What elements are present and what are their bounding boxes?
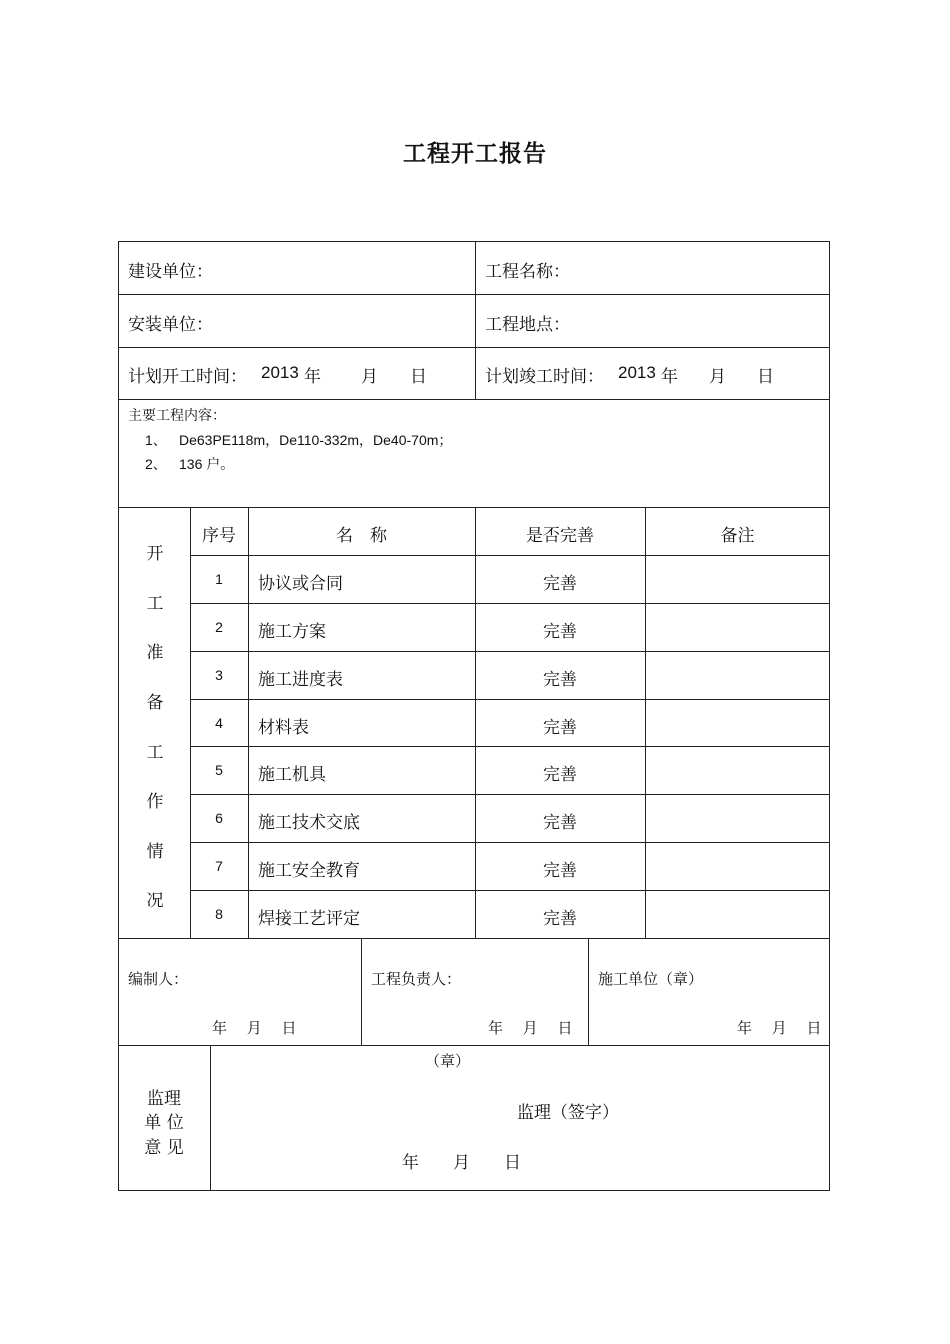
column-divider bbox=[588, 938, 589, 1046]
prep-side-char: 工 bbox=[146, 743, 164, 763]
project-lead-label: 工程负责人： bbox=[371, 970, 462, 988]
column-divider bbox=[210, 1045, 211, 1191]
row-name: 施工进度表 bbox=[258, 670, 343, 690]
prep-side-char: 准 bbox=[146, 643, 164, 663]
column-divider bbox=[361, 938, 362, 1046]
row-seq: 8 bbox=[215, 906, 223, 922]
column-divider bbox=[475, 241, 476, 400]
planned-end-year: 2013 bbox=[618, 363, 656, 382]
row-divider bbox=[118, 399, 830, 400]
supervision-date: 年 月 日 bbox=[402, 1153, 521, 1173]
project-name-label: 工程名称： bbox=[485, 262, 570, 282]
row-name: 施工安全教育 bbox=[258, 861, 360, 881]
row-name: 焊接工艺评定 bbox=[258, 909, 360, 929]
row-divider bbox=[190, 890, 830, 891]
main-content-item-text: De63PE118m，De110-332m，De40-70m； bbox=[179, 432, 453, 448]
row-seq: 6 bbox=[215, 810, 223, 826]
header-name: 名 称 bbox=[336, 526, 387, 546]
row-seq: 5 bbox=[215, 762, 223, 778]
main-content-item-text: 136 户。 bbox=[179, 456, 235, 472]
row-divider bbox=[118, 1045, 830, 1046]
prep-side-char: 作 bbox=[146, 792, 164, 812]
main-content-item-index: 2、 bbox=[145, 456, 167, 472]
compiler-label: 编制人： bbox=[128, 970, 189, 988]
row-status: 完善 bbox=[543, 574, 577, 594]
column-divider bbox=[248, 507, 249, 939]
header-seq: 序号 bbox=[202, 526, 236, 546]
planned-start-month-unit: 月 bbox=[361, 367, 378, 387]
table-border-bottom bbox=[118, 1190, 830, 1191]
table-border-right bbox=[829, 241, 830, 1191]
row-seq: 2 bbox=[215, 619, 223, 635]
main-content-item-index: 1、 bbox=[145, 432, 167, 448]
row-divider bbox=[118, 347, 830, 348]
planned-end-month-unit: 月 bbox=[709, 367, 726, 387]
row-status: 完善 bbox=[543, 861, 577, 881]
row-status: 完善 bbox=[543, 909, 577, 929]
header-remarks: 备注 bbox=[720, 526, 755, 546]
row-divider bbox=[118, 938, 830, 939]
supervision-signature-label: 监理（签字） bbox=[517, 1103, 619, 1123]
row-divider bbox=[190, 746, 830, 747]
header-status: 是否完善 bbox=[526, 526, 594, 546]
row-seq: 4 bbox=[215, 715, 223, 731]
planned-end-year-unit: 年 bbox=[661, 367, 678, 387]
row-seq: 3 bbox=[215, 667, 223, 683]
row-name: 施工技术交底 bbox=[258, 813, 360, 833]
planned-start-year-unit: 年 bbox=[304, 367, 321, 387]
row-divider bbox=[190, 603, 830, 604]
compiler-date: 年 月 日 bbox=[212, 1019, 297, 1037]
prep-side-char: 况 bbox=[146, 891, 164, 911]
main-content-label: 主要工程内容： bbox=[128, 408, 226, 424]
prep-side-char: 开 bbox=[146, 544, 164, 564]
row-status: 完善 bbox=[543, 813, 577, 833]
planned-start-day-unit: 日 bbox=[410, 367, 427, 387]
table-border-top bbox=[118, 241, 830, 242]
prep-side-char: 情 bbox=[146, 842, 164, 862]
row-name: 施工机具 bbox=[258, 765, 326, 785]
page-title: 工程开工报告 bbox=[403, 141, 547, 167]
row-seq: 1 bbox=[215, 571, 223, 587]
table-border-left bbox=[118, 241, 119, 1191]
row-name: 施工方案 bbox=[258, 622, 326, 642]
row-divider bbox=[190, 651, 830, 652]
install-unit-label: 安装单位： bbox=[128, 315, 213, 335]
prep-side-char: 工 bbox=[146, 594, 164, 614]
row-divider bbox=[118, 507, 830, 508]
planned-start-label: 计划开工时间： bbox=[128, 367, 247, 387]
planned-start-year: 2013 bbox=[261, 363, 299, 382]
project-location-label: 工程地点： bbox=[485, 315, 570, 335]
row-status: 完善 bbox=[543, 765, 577, 785]
row-status: 完善 bbox=[543, 670, 577, 690]
supervision-side-label: 单 位 bbox=[144, 1113, 184, 1133]
row-divider bbox=[190, 555, 830, 556]
row-divider bbox=[190, 794, 830, 795]
row-divider bbox=[118, 294, 830, 295]
supervision-side-label: 监理 bbox=[147, 1089, 181, 1109]
column-divider bbox=[645, 507, 646, 939]
row-seq: 7 bbox=[215, 858, 223, 874]
planned-end-label: 计划竣工时间： bbox=[485, 367, 604, 387]
project-lead-date: 年 月 日 bbox=[488, 1019, 573, 1037]
planned-end-day-unit: 日 bbox=[757, 367, 774, 387]
row-divider bbox=[190, 699, 830, 700]
construction-unit-date: 年 月 日 bbox=[737, 1019, 822, 1037]
report-table bbox=[118, 241, 830, 1191]
row-name: 协议或合同 bbox=[258, 574, 343, 594]
row-name: 材料表 bbox=[258, 718, 309, 738]
build-unit-label: 建设单位： bbox=[128, 262, 213, 282]
supervision-seal: （章） bbox=[425, 1052, 471, 1070]
supervision-side-label: 意 见 bbox=[144, 1138, 184, 1158]
row-divider bbox=[190, 842, 830, 843]
construction-unit-label: 施工单位（章） bbox=[598, 970, 704, 988]
prep-side-char: 备 bbox=[146, 693, 164, 713]
row-status: 完善 bbox=[543, 622, 577, 642]
row-status: 完善 bbox=[543, 718, 577, 738]
